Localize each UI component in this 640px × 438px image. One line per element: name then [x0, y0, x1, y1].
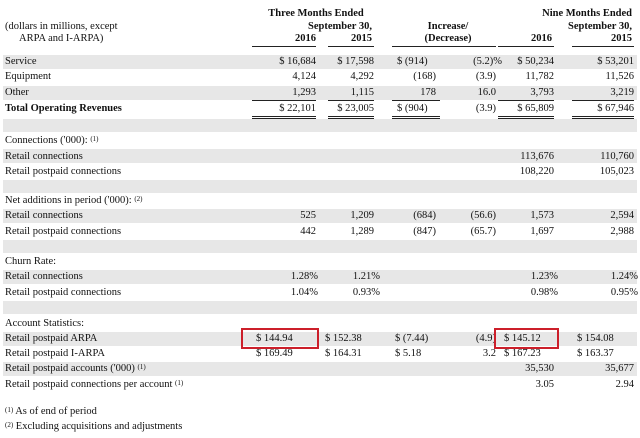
year-2016-q: 2016 [295, 33, 316, 44]
cell-q16: 525 [300, 210, 316, 221]
cell-n15: 2,594 [610, 210, 634, 221]
footnote-1 [5, 406, 97, 418]
cell-n16: 0.98% [530, 287, 558, 298]
band-gap-2 [3, 180, 637, 193]
band-gap-4 [3, 301, 637, 314]
cell-q16: $ 169.49 [256, 348, 293, 359]
rule-total-top-q16 [252, 100, 316, 101]
footnote-mark: (2) [5, 421, 14, 429]
cell-n15: 2.94 [615, 379, 634, 390]
cell-n15: 105,023 [599, 166, 634, 177]
highlight-box-q16-arpa [241, 328, 319, 349]
rule-header-n16 [498, 46, 554, 47]
cell-n15: 2,988 [610, 226, 634, 237]
cell-q15: 4,292 [350, 71, 374, 82]
rule-total-top-n15 [572, 100, 634, 101]
cell-q16: $ 144.94 [256, 333, 293, 344]
cell-n15: 35,677 [605, 363, 634, 374]
row-label: Equipment [5, 71, 52, 82]
cell-inc: (684) [413, 210, 436, 221]
cell-n16: 11,782 [525, 71, 554, 82]
band-gap-3 [3, 240, 637, 253]
rule-total-top-q15 [328, 100, 374, 101]
connections-heading [5, 135, 98, 147]
cell-q15: 0.93% [352, 287, 380, 298]
churn-heading: Churn Rate: [5, 256, 57, 267]
cell-q15: $ 164.31 [325, 348, 362, 359]
footnote-text: Excluding acquisitions and adjustments [15, 421, 183, 432]
cell-inc: $ 5.18 [395, 348, 422, 359]
cell-n16: 3.05 [535, 379, 554, 390]
header-label-2: ARPA and I-ARPA) [19, 33, 104, 44]
cell-q16: $ 16,684 [279, 56, 316, 67]
cell-q16: 1.28% [290, 271, 318, 282]
cell-n16: 1.23% [530, 271, 558, 282]
net-additions-heading [5, 195, 143, 207]
section-heading: Connections ('000): [5, 135, 88, 146]
rule-total-top-n16 [498, 100, 554, 101]
three-months-header-1: Three Months Ended [268, 8, 364, 19]
cell-n16: $ 50,234 [517, 56, 554, 67]
row-label-text: Retail postpaid accounts ('000) [5, 363, 135, 374]
row-label: Retail connections [5, 210, 83, 221]
cell-n15: $ 53,201 [597, 56, 634, 67]
row-label: Retail connections [5, 271, 83, 282]
cell-q16: $ 22,101 [279, 103, 316, 114]
cell-q16: 4,124 [292, 71, 316, 82]
row-label: Service [5, 56, 37, 67]
row-label: Retail postpaid connections [5, 226, 122, 237]
cell-n16: 1,573 [530, 210, 554, 221]
header-label-1: (dollars in millions, except [5, 21, 118, 32]
cell-pct: (5.2)% [473, 56, 502, 67]
cell-n15: $ 163.37 [577, 348, 614, 359]
footnote-ref: (1) [175, 379, 184, 387]
rule-total-bottom-inc [392, 116, 440, 119]
row-label [5, 363, 146, 375]
footnote-2 [5, 421, 182, 433]
footnote-ref: (2) [134, 195, 143, 203]
row-label [5, 379, 183, 391]
cell-n15: 110,760 [600, 151, 634, 162]
cell-pct: (3.9) [475, 71, 496, 82]
cell-q15: 1,209 [350, 210, 374, 221]
row-label: Other [5, 87, 29, 98]
rule-header-inc [392, 46, 496, 47]
rule-total-bottom-q16 [252, 116, 316, 119]
year-2015-q: 2015 [351, 33, 372, 44]
cell-n15: 0.95% [610, 287, 638, 298]
band-gap-1 [3, 119, 637, 132]
cell-q15: $ 23,005 [337, 103, 374, 114]
rule-header-q15 [328, 46, 374, 47]
cell-q16: 1.04% [290, 287, 318, 298]
cell-inc: $ (904) [397, 103, 428, 114]
cell-n15: 1.24% [610, 271, 638, 282]
footnote-mark: (1) [5, 406, 14, 414]
rule-header-q16 [252, 46, 316, 47]
cell-pct: (4.9) [475, 333, 496, 344]
cell-n16: 35,530 [525, 363, 554, 374]
rule-header-n15 [572, 46, 634, 47]
cell-inc: $ (914) [397, 56, 428, 67]
cell-q15: $ 17,598 [337, 56, 374, 67]
cell-q16: 442 [300, 226, 316, 237]
cell-pct: 3.2 [482, 348, 496, 359]
year-2016-n: 2016 [531, 33, 552, 44]
cell-n16: 3,793 [530, 87, 554, 98]
nine-months-header-1: Nine Months Ended [542, 8, 632, 19]
cell-q15: $ 152.38 [325, 333, 362, 344]
footnote-ref: (1) [137, 363, 146, 371]
cell-n15: $ 154.08 [577, 333, 614, 344]
cell-q16: 1,293 [292, 87, 316, 98]
row-label: Retail postpaid I-ARPA [5, 348, 105, 359]
section-heading: Net additions in period ('000): [5, 195, 132, 206]
cell-pct: (65.7) [470, 226, 496, 237]
row-label: Retail connections [5, 151, 83, 162]
cell-n16: $ 145.12 [504, 333, 541, 344]
cell-q15: 1.21% [352, 271, 380, 282]
cell-q15: 1,289 [350, 226, 374, 237]
cell-inc: $ (7.44) [395, 333, 429, 344]
cell-pct: (56.6) [470, 210, 496, 221]
cell-q15: 1,115 [350, 87, 374, 98]
row-label: Retail postpaid ARPA [5, 333, 98, 344]
rule-total-bottom-n16 [498, 116, 554, 119]
increase-header-2: (Decrease) [424, 33, 472, 44]
rule-total-bottom-q15 [328, 116, 374, 119]
three-months-header-2: September 30, [308, 21, 372, 32]
cell-n16: 1,697 [530, 226, 554, 237]
cell-inc: 178 [420, 87, 436, 98]
cell-n16: 113,676 [520, 151, 554, 162]
row-label: Retail postpaid connections [5, 166, 122, 177]
account-heading: Account Statistics: [5, 318, 85, 329]
nine-months-header-2: September 30, [568, 21, 632, 32]
cell-n16: $ 65,809 [517, 103, 554, 114]
cell-n16: $ 167.23 [504, 348, 541, 359]
cell-n15: 11,526 [605, 71, 634, 82]
year-2015-n: 2015 [611, 33, 632, 44]
cell-n16: 108,220 [519, 166, 554, 177]
cell-inc: (168) [413, 71, 436, 82]
highlight-box-n16-arpa [494, 328, 559, 349]
rule-total-bottom-n15 [572, 116, 634, 119]
footnote-ref: (1) [90, 135, 99, 143]
row-label: Retail postpaid connections [5, 287, 122, 298]
cell-pct: (3.9) [475, 103, 496, 114]
row-label-text: Retail postpaid connections per account [5, 379, 173, 390]
row-label: Total Operating Revenues [5, 103, 122, 114]
cell-n15: 3,219 [610, 87, 634, 98]
footnote-text: As of end of period [15, 406, 97, 417]
cell-n15: $ 67,946 [597, 103, 634, 114]
cell-inc: (847) [413, 226, 436, 237]
rule-total-top-inc [392, 100, 440, 101]
increase-header-1: Increase/ [427, 21, 469, 32]
cell-pct: 16.0 [477, 87, 496, 98]
